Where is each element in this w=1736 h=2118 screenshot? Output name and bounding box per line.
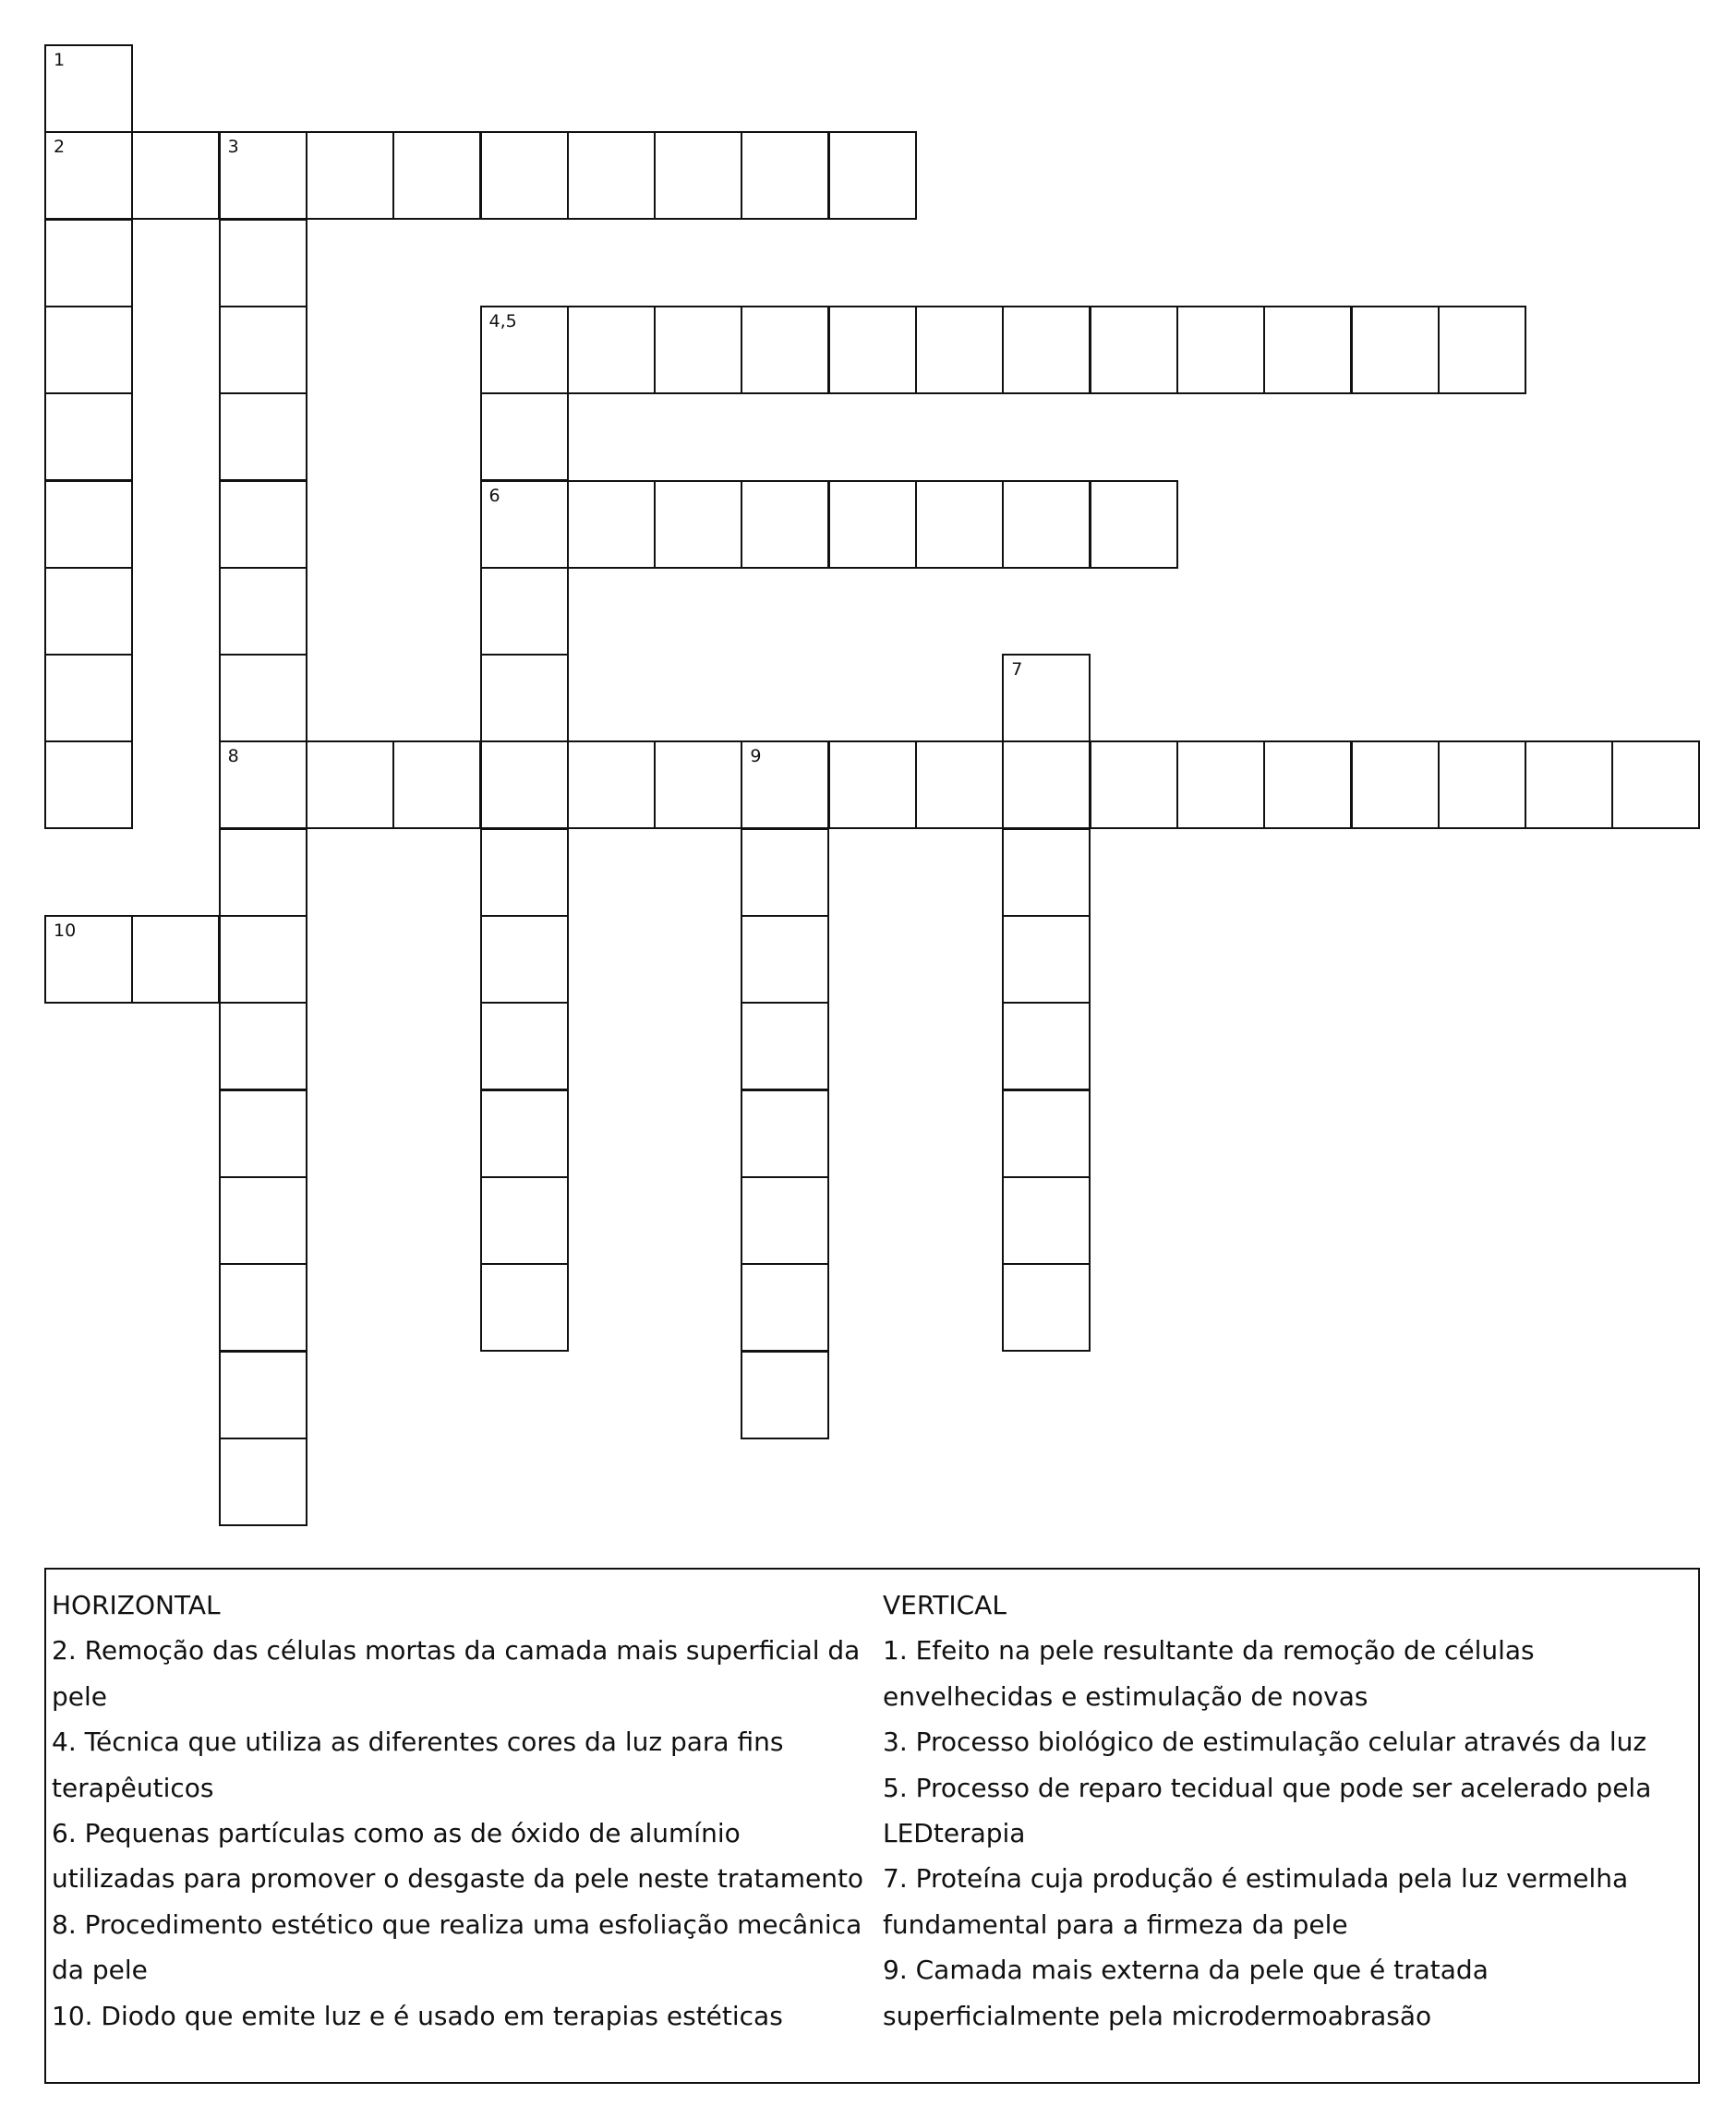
clue-number: 8 [227, 746, 239, 767]
clue-number: 1 [54, 50, 66, 70]
crossword-cell[interactable] [1611, 740, 1700, 829]
crossword-cell[interactable] [219, 1263, 307, 1352]
crossword-cell[interactable] [741, 1089, 829, 1178]
crossword-cell[interactable] [654, 740, 742, 829]
crossword-cell[interactable] [44, 44, 133, 133]
horizontal-title: HORIZONTAL [52, 1590, 221, 1620]
clue-number: 9 [750, 746, 762, 767]
crossword-cell[interactable] [1351, 740, 1440, 829]
clue-number: 3 [227, 137, 239, 158]
crossword-cell[interactable] [1002, 740, 1091, 829]
crossword-cell[interactable] [219, 1351, 307, 1439]
crossword-cell[interactable] [219, 567, 307, 656]
clues-box [44, 1568, 1700, 2084]
crossword-cell[interactable] [44, 915, 133, 1004]
crossword-cell[interactable] [1176, 740, 1265, 829]
crossword-cell[interactable] [44, 480, 133, 569]
crossword-cell[interactable] [567, 740, 656, 829]
crossword-cell[interactable] [567, 306, 656, 394]
crossword-cell[interactable] [1002, 915, 1091, 1004]
crossword-cell[interactable] [44, 740, 133, 829]
crossword-cell[interactable] [915, 480, 1004, 569]
crossword-cell[interactable] [741, 131, 829, 220]
crossword-cell[interactable] [219, 1089, 307, 1178]
crossword-cell[interactable] [654, 480, 742, 569]
vertical-title: VERTICAL [883, 1590, 1007, 1620]
crossword-cell[interactable] [1090, 740, 1178, 829]
clue-number: 10 [54, 921, 77, 941]
crossword-cell[interactable] [44, 219, 133, 307]
crossword-cell[interactable] [219, 131, 307, 220]
crossword-cell[interactable] [1002, 1089, 1091, 1178]
crossword-cell[interactable] [1090, 306, 1178, 394]
crossword-cell[interactable] [1002, 306, 1091, 394]
crossword-cell[interactable] [480, 828, 569, 917]
crossword-cell[interactable] [219, 306, 307, 394]
crossword-cell[interactable] [480, 1176, 569, 1265]
clue-number: 4,5 [488, 310, 517, 331]
crossword-cell[interactable] [306, 740, 394, 829]
crossword-cell[interactable] [567, 480, 656, 569]
crossword-cell[interactable] [219, 740, 307, 829]
crossword-cell[interactable] [219, 1438, 307, 1526]
clue-number: 2 [54, 137, 66, 158]
crossword-cell[interactable] [480, 306, 569, 394]
crossword-cell[interactable] [741, 306, 829, 394]
crossword-cell[interactable] [915, 306, 1004, 394]
crossword-cell[interactable] [219, 480, 307, 569]
crossword-cell[interactable] [1002, 654, 1091, 742]
crossword-cell[interactable] [1002, 1176, 1091, 1265]
crossword-cell[interactable] [741, 480, 829, 569]
crossword-cell[interactable] [741, 915, 829, 1004]
crossword-cell[interactable] [44, 131, 133, 220]
clue-number: 7 [1011, 659, 1023, 680]
clue-down-7: 7. Proteína cuja produção é estimulada pela luz vermelha fundamental para a firmeza da pele [883, 1863, 1629, 1940]
crossword-cell[interactable] [131, 915, 220, 1004]
crossword-cell[interactable] [480, 567, 569, 656]
crossword-cell[interactable] [480, 1089, 569, 1178]
crossword-cell[interactable] [1525, 740, 1613, 829]
crossword-cell[interactable] [480, 392, 569, 481]
crossword-cell[interactable] [1002, 828, 1091, 917]
crossword-cell[interactable] [219, 654, 307, 742]
crossword-cell[interactable] [1002, 480, 1091, 569]
crossword-cell[interactable] [654, 131, 742, 220]
crossword-cell[interactable] [741, 1002, 829, 1090]
crossword-cell[interactable] [828, 740, 917, 829]
clue-across-6: 6. Pequenas partículas como as de óxido de alumínio utilizadas para promover o desgaste da pele neste tratamento [52, 1818, 864, 1895]
clue-number: 6 [488, 485, 500, 506]
crossword-cell[interactable] [131, 131, 220, 220]
crossword-cell[interactable] [219, 828, 307, 917]
horizontal-clues [52, 1582, 864, 2039]
crossword-cell[interactable] [828, 131, 917, 220]
crossword-cell[interactable] [828, 480, 917, 569]
crossword-cell[interactable] [480, 1263, 569, 1352]
crossword-cell[interactable] [654, 306, 742, 394]
clue-down-3: 3. Processo biológico de estimulação celular através da luz [883, 1727, 1647, 1758]
crossword-cell[interactable] [741, 1351, 829, 1439]
crossword-cell[interactable] [44, 306, 133, 394]
clue-down-1: 1. Efeito na pele resultante da remoção de células envelhecidas e estimulação de novas [883, 1635, 1535, 1712]
crossword-cell[interactable] [306, 131, 394, 220]
crossword-cell[interactable] [1263, 740, 1352, 829]
crossword-cell[interactable] [741, 1263, 829, 1352]
clue-across-10: 10. Diodo que emite luz e é usado em terapias estéticas [52, 2000, 783, 2031]
clue-across-4: 4. Técnica que utiliza as diferentes cores da luz para fins terapêuticos [52, 1727, 784, 1803]
crossword-cell[interactable] [480, 1002, 569, 1090]
crossword-cell[interactable] [44, 567, 133, 656]
crossword-cell[interactable] [480, 654, 569, 742]
crossword-cell[interactable] [1002, 1002, 1091, 1090]
crossword-cell[interactable] [392, 740, 481, 829]
crossword-cell[interactable] [480, 131, 569, 220]
crossword-cell[interactable] [219, 915, 307, 1004]
clue-across-2: 2. Remoção das células mortas da camada mais superficial da pele [52, 1635, 861, 1712]
crossword-cell[interactable] [480, 915, 569, 1004]
crossword-cell[interactable] [219, 392, 307, 481]
crossword-cell[interactable] [741, 740, 829, 829]
crossword-cell[interactable] [392, 131, 481, 220]
crossword-cell[interactable] [219, 219, 307, 307]
crossword-cell[interactable] [828, 306, 917, 394]
clue-across-8: 8. Procedimento estético que realiza uma esfoliação mecânica da pele [52, 1908, 862, 1986]
crossword-cell[interactable] [741, 828, 829, 917]
crossword-cell[interactable] [44, 654, 133, 742]
crossword-cell[interactable] [219, 1176, 307, 1265]
crossword-cell[interactable] [1438, 306, 1526, 394]
crossword-cell[interactable] [1351, 306, 1440, 394]
crossword-cell[interactable] [1438, 740, 1526, 829]
crossword-cell[interactable] [480, 480, 569, 569]
crossword-cell[interactable] [1002, 1263, 1091, 1352]
crossword-cell[interactable] [219, 1002, 307, 1090]
clue-down-5: 5. Processo de reparo tecidual que pode ser acelerado pela LEDterapia [883, 1772, 1652, 1849]
crossword-cell[interactable] [741, 1176, 829, 1265]
clue-down-9: 9. Camada mais externa da pele que é tratada superficialmente pela microdermoabrasão [883, 1955, 1489, 2031]
crossword-cell[interactable] [480, 740, 569, 829]
crossword-cell[interactable] [1263, 306, 1352, 394]
crossword-cell[interactable] [1176, 306, 1265, 394]
crossword-cell[interactable] [1090, 480, 1178, 569]
crossword-cell[interactable] [44, 392, 133, 481]
vertical-clues [883, 1582, 1695, 2039]
crossword-cell[interactable] [915, 740, 1004, 829]
crossword-cell[interactable] [567, 131, 656, 220]
